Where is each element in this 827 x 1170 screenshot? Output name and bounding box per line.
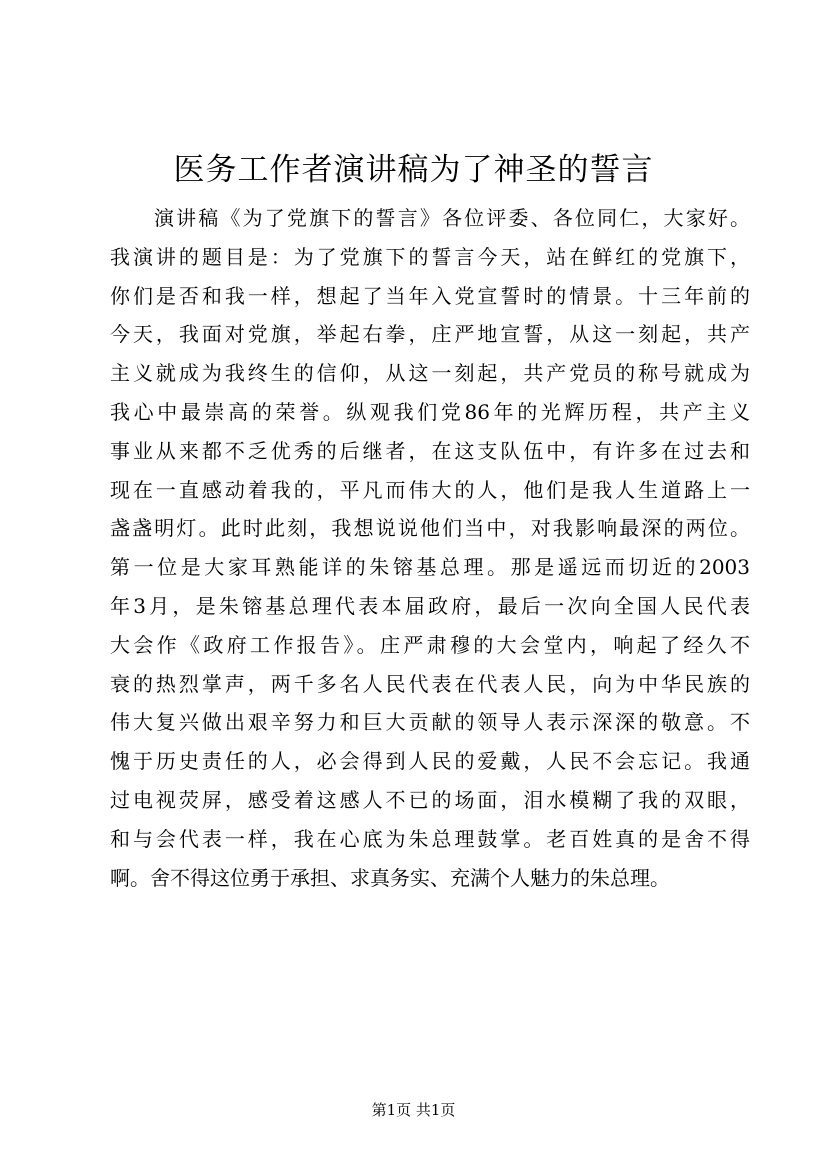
document-body — [110, 199, 750, 897]
body-line: 大会作《政府工作报告》。庄严肃穆的大会堂内，响起了经久不 — [110, 632, 750, 657]
body-line: 事业从来都不乏优秀的后继者，在这支队伍中，有许多在过去和 — [110, 438, 750, 463]
body-line: 年3月，是朱镕基总理代表本届政府，最后一次向全国人民代表 — [110, 593, 750, 618]
body-line: 第一位是大家耳熟能详的朱镕基总理。那是遥远而切近的2003 — [110, 555, 750, 580]
body-line: 衰的热烈掌声，两千多名人民代表在代表人民，向为中华民族的 — [110, 671, 750, 696]
body-line: 过电视荧屏，感受着这感人不已的场面，泪水模糊了我的双眼， — [110, 787, 750, 812]
body-line: 演讲稿《为了党旗下的誓言》各位评委、各位同仁，大家好。 — [154, 206, 750, 230]
body-line: 和与会代表一样，我在心底为朱总理鼓掌。老百姓真的是舍不得 — [110, 826, 750, 851]
body-line: 主义就成为我终生的信仰，从这一刻起，共产党员的称号就成为 — [110, 361, 750, 386]
body-line: 愧于历史责任的人，必会得到人民的爱戴，人民不会忘记。我通 — [110, 749, 750, 774]
body-line: 今天，我面对党旗，举起右拳，庄严地宣誓，从这一刻起，共产 — [110, 322, 750, 347]
body-line: 你们是否和我一样，想起了当年入党宣誓时的情景。十三年前的 — [110, 283, 750, 308]
body-line: 我心中最崇高的荣誉。纵观我们党86年的光辉历程，共产主义 — [110, 399, 750, 424]
body-line: 盏盏明灯。此时此刻，我想说说他们当中，对我影响最深的两位。 — [110, 516, 750, 541]
body-line: 我演讲的题目是：为了党旗下的誓言今天，站在鲜红的党旗下， — [110, 244, 750, 269]
body-line: 伟大复兴做出艰辛努力和巨大贡献的领导人表示深深的敬意。不 — [110, 710, 750, 735]
page-number-footer: 第1页 共1页 — [371, 1101, 456, 1119]
body-line: 啊。舍不得这位勇于承担、求真务实、充满个人魅力的朱总理。 — [110, 865, 670, 890]
body-line: 现在一直感动着我的，平凡而伟大的人，他们是我人生道路上一 — [110, 477, 750, 502]
document-title: 医务工作者演讲稿为了神圣的誓言 — [173, 152, 654, 188]
